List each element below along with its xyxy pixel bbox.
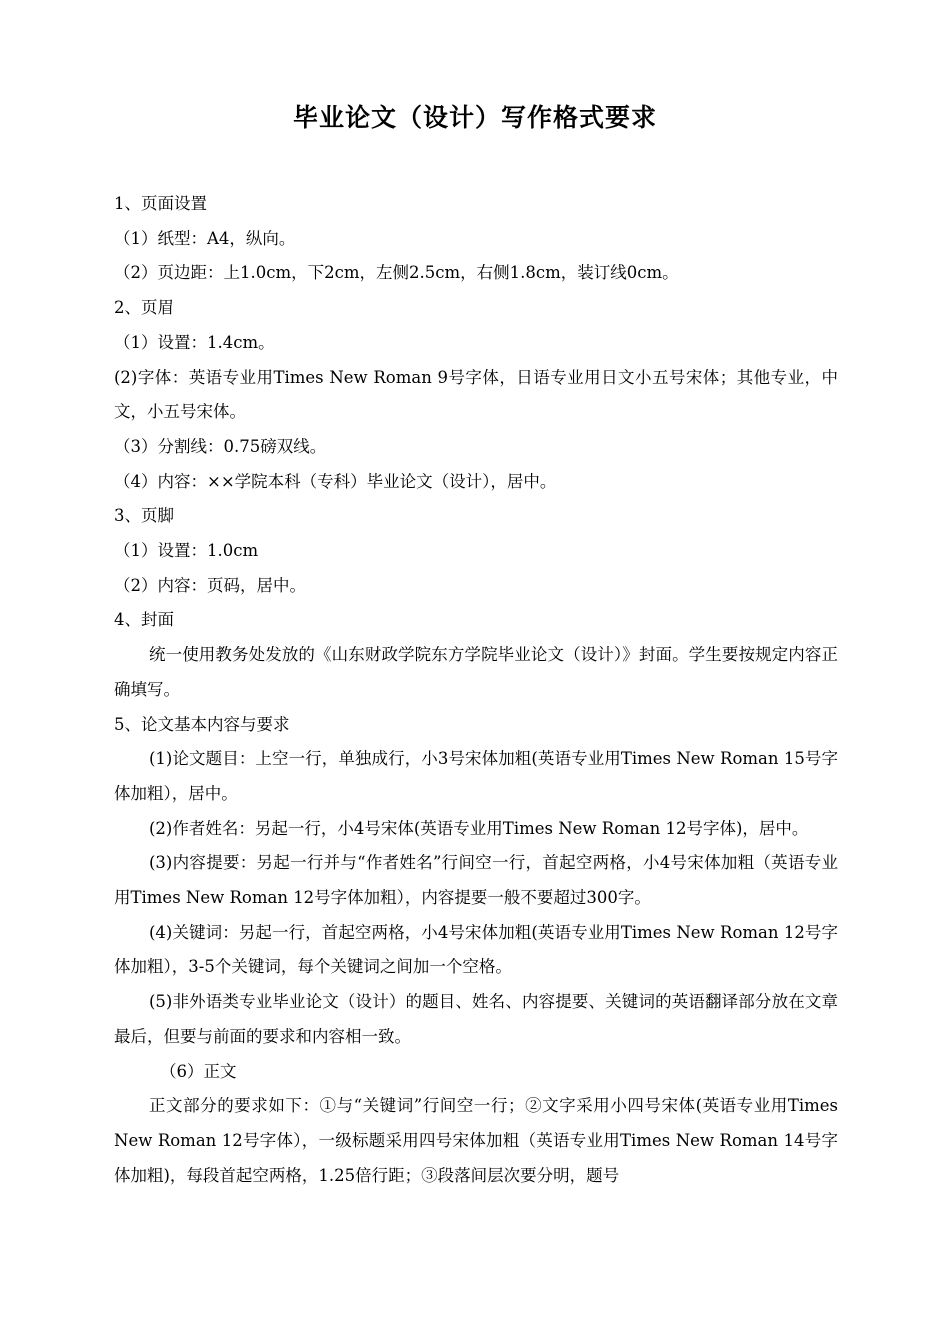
main-text-heading: （6）正文	[160, 1061, 237, 1081]
paper-type-item: （1）纸型：A4，纵向。	[114, 228, 296, 248]
author-name-paragraph: (2)作者姓名：另起一行，小4号宋体(英语专业用Times New Roman 12号字体)，居中。	[149, 818, 809, 838]
keywords-paragraph: (4)关键词：另起一行，首起空两格，小4号宋体加粗(英语专业用Times New Roman 12号字体加粗），3-5个关键词，每个关键词之间加一个空格。	[114, 922, 838, 977]
thesis-title-paragraph: (1)论文题目：上空一行，单独成行，小3号宋体加粗(英语专业用Times New Roman 15号字体加粗），居中。	[114, 749, 838, 803]
section-heading-header: 2、页眉	[114, 298, 174, 318]
section-heading-page-setup: 1、页面设置	[114, 194, 207, 213]
cover-paragraph: 统一使用教务处发放的《山东财政学院东方学院毕业论文（设计）》封面。学生要按规定内容正确填写。	[114, 645, 838, 699]
section-heading-footer: 3、页脚	[114, 506, 174, 526]
header-font-item: (2)字体：英语专业用Times New Roman 9号字体，日语专业用日文小五号宋体；其他专业，中文，小五号宋体。	[114, 367, 838, 422]
footer-setting-item: （1）设置：1.0cm	[114, 541, 259, 561]
footer-content-item: （2）内容：页码，居中。	[114, 575, 306, 595]
section-heading-cover: 4、封面	[114, 610, 174, 630]
margins-item: （2）页边距：上1.0cm，下2cm，左侧2.5cm，右侧1.8cm，装订线0cm。	[114, 263, 679, 283]
document-title: 毕业论文（设计）写作格式要求	[292, 103, 657, 132]
header-content-item: （4）内容：××学院本科（专科）毕业论文（设计），居中。	[114, 471, 557, 491]
header-setting-item: （1）设置：1.4cm。	[114, 332, 275, 352]
section-heading-content-requirements: 5、论文基本内容与要求	[114, 714, 290, 734]
document-body	[114, 187, 838, 1193]
main-text-paragraph: 正文部分的要求如下：①与“关键词”行间空一行；②文字采用小四号宋体(英语专业用Times New Roman 12号字体），一级标题采用四号宋体加粗（英语专业用Times New Roman 14号字体加粗)，每段首起空两格，1.25倍行距；③段落间层次要分明，题号	[114, 1096, 838, 1185]
abstract-paragraph: (3)内容提要：另起一行并与“作者姓名”行间空一行，首起空两格，小4号宋体加粗（英语专业用Times New Roman 12号字体加粗），内容提要一般不要超过300字。	[114, 853, 838, 908]
header-divider-item: （3）分割线：0.75磅双线。	[114, 436, 327, 456]
english-translation-paragraph: (5)非外语类专业毕业论文（设计）的题目、姓名、内容提要、关键词的英语翻译部分放在文章最后，但要与前面的要求和内容相一致。	[114, 992, 838, 1046]
